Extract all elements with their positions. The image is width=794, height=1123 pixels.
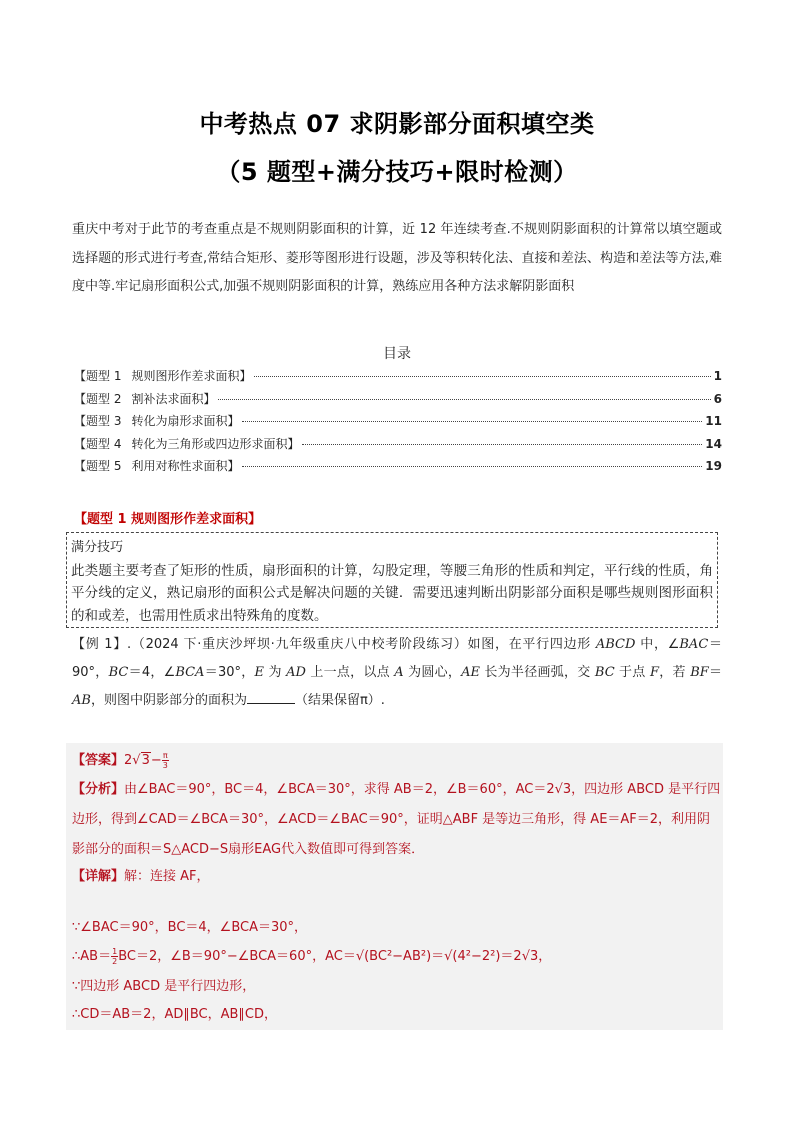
answer-panel [66, 743, 723, 1030]
toc-page-number: 11 [705, 414, 722, 428]
toc-page-number: 1 [713, 369, 722, 383]
answer-blank[interactable] [247, 689, 295, 704]
analysis-line-3: 影部分的面积＝S△ACD−S扇形EAG代入数值即可得到答案． [72, 842, 425, 857]
analysis-text: 由∠BAC＝90°，BC＝4，∠BCA＝30°，求得 AB＝2，∠B＝60°，AC＝2√3，四边形 ABCD 是平行四 [124, 782, 721, 797]
math-var: BC [594, 665, 615, 680]
math-var: E [254, 665, 265, 680]
example-text: 长为半径画弧，交 [480, 665, 595, 680]
tip-body: 此类题主要考查了矩形的性质，扇形面积的计算，勾股定理，等腰三角形的性质和判定，平行线的性质，角平分线的定义，熟记扇形的面积公式是解决问题的关键．需要迅速判断出阴影部分面积是哪些规则图形面积的和或差，也需用性质求出特殊角的度数。 [71, 562, 713, 624]
analysis-line-2: 边形，得到∠CAD＝∠BCA＝30°，∠ACD＝∠BAC＝90°，证明△ABF 是等边三角形，得 AE＝AF＝2，利用阴 [72, 812, 711, 827]
example-text: 于点 [614, 665, 650, 680]
math-var: F [649, 665, 659, 680]
example-source: .（2024 下·重庆沙坪坝·九年级重庆八中校考阶段练习） [127, 637, 468, 652]
analysis-tag: 【分析】 [72, 782, 125, 797]
math-var: A [394, 665, 404, 680]
intro-paragraph: 重庆中考对于此节的考查重点是不规则阴影面积的计算，近 12 年连续考查.不规则阴影面积的计算常以填空题或选择题的形式进行考查,常结合矩形、菱形等图形进行设题，涉及等积转化法、直接和差法、构造和差法等方法,难度中等.牢记扇形面积公式,加强不规则阴影面积的计算，熟练应用各种方法求解阴影面积 [72, 222, 722, 294]
section-heading: 【题型 1 规则图形作差求面积】 [74, 512, 262, 527]
table-of-contents [74, 367, 722, 480]
example-problem [72, 631, 722, 715]
example-text: 中，∠ [635, 637, 680, 652]
toc-item-tag: 【题型 4 [74, 436, 122, 451]
example-text: 如图，在平行四边形 [467, 637, 596, 652]
detail-text: 解：连接 AF， [124, 869, 210, 884]
toc-item-tag: 【题型 1 [74, 369, 122, 383]
toc-item-name: 割补法求面积】 [131, 391, 216, 406]
toc-leader [242, 421, 702, 422]
toc-item[interactable] [74, 367, 722, 390]
math-var: BAC [679, 637, 709, 652]
toc-leader [254, 376, 710, 377]
math-var: BC [108, 665, 129, 680]
math-var: ABCD [595, 637, 636, 652]
math-var: AD [286, 665, 306, 680]
toc-title: 目录 [383, 346, 411, 362]
toc-item-name: 规则图形作差求面积】 [131, 369, 252, 383]
fraction-denominator: 2 [112, 957, 118, 966]
detail-text: ∴AB＝ [72, 949, 112, 964]
math-var: AB [72, 693, 91, 708]
toc-leader [242, 466, 702, 467]
math-var: BCA [175, 665, 205, 680]
fraction-denominator: 3 [162, 761, 168, 770]
toc-item-name: 转化为三角形或四边形求面积】 [131, 436, 300, 451]
example-label: 【例 1】 [72, 637, 127, 652]
toc-page-number: 19 [705, 459, 722, 473]
toc-item[interactable] [74, 435, 722, 458]
answer-value-minus: − [150, 753, 162, 768]
example-text: ，则图中阴影部分的面积为 [90, 693, 247, 708]
toc-item[interactable] [74, 390, 722, 413]
answer-value-coef: 2 [124, 753, 133, 768]
example-text: 上一点，以点 [305, 665, 395, 680]
answer-tag: 【答案】 [72, 753, 125, 768]
toc-item[interactable] [74, 412, 722, 435]
example-text: ＝4，∠ [128, 665, 176, 680]
toc-leader [218, 399, 710, 400]
detail-line-2: ∵∠BAC＝90°，BC＝4，∠BCA＝30°， [72, 920, 308, 935]
toc-item[interactable] [74, 457, 722, 480]
toc-page-number: 6 [713, 391, 722, 406]
answer-value-radicand: 3 [141, 753, 150, 768]
example-text: 为圆心， [403, 665, 462, 680]
detail-line-5: ∴CD＝AB＝2，AD∥BC，AB∥CD， [72, 1007, 278, 1022]
toc-page-number: 14 [705, 436, 722, 451]
toc-item-tag: 【题型 5 [74, 459, 122, 473]
toc-item-tag: 【题型 3 [74, 414, 122, 428]
example-text: ＝30°， [204, 665, 255, 680]
page-title: 中考热点 07 求阴影部分面积填空类 [199, 110, 595, 138]
math-var: BF [690, 665, 709, 680]
detail-line-3 [72, 945, 718, 966]
toc-item-tag: 【题型 2 [74, 391, 122, 406]
detail-text: BC＝2，∠B＝90°−∠BCA＝60°，AC＝√(BC²−AB²)＝√(4²−2²)＝2√3， [118, 949, 552, 964]
example-text: ＝90°， [72, 637, 722, 680]
page-subtitle: （5 题型+满分技巧+限时检测） [216, 158, 578, 186]
detail-tag: 【详解】 [72, 869, 125, 884]
math-var: AE [461, 665, 481, 680]
example-text: （结果保留π）. [294, 693, 385, 708]
answer-fraction [162, 751, 169, 770]
example-text: ，若 [659, 665, 691, 680]
tip-title: 满分技巧 [71, 540, 124, 555]
example-text: ＝ [708, 665, 723, 680]
fraction-numerator: π [162, 751, 168, 760]
tip-box [66, 532, 718, 628]
detail-line-4: ∵四边形 ABCD 是平行四边形， [72, 979, 256, 994]
toc-item-name: 利用对称性求面积】 [131, 459, 240, 473]
example-text: 为 [264, 665, 287, 680]
toc-leader [302, 444, 702, 445]
answer-line: 【答案】2√3− $\frac{\pi}{3}$ [72, 751, 168, 770]
fraction-numerator: 1 [112, 947, 118, 956]
detail-line-1 [72, 865, 718, 884]
analysis-line-1 [72, 778, 721, 797]
toc-item-name: 转化为扇形求面积】 [131, 414, 240, 428]
